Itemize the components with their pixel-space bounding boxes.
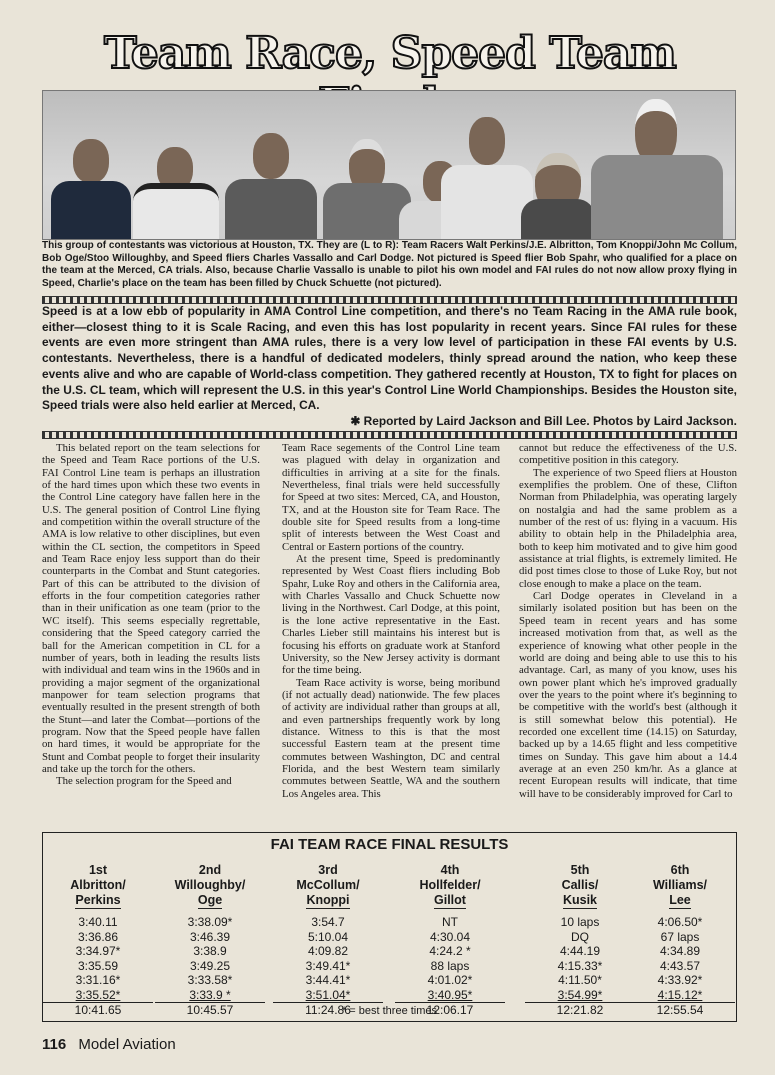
race-time: 4:24.2 *	[429, 944, 471, 958]
magazine-name: Model Aviation	[78, 1036, 176, 1053]
race-time: 3:35.52*	[75, 987, 121, 1002]
race-time: 3:49.25	[189, 958, 231, 973]
team-name: Gillot	[434, 893, 466, 907]
race-time: 3:49.41*	[305, 958, 351, 973]
group-photo	[42, 90, 736, 240]
race-time: 5:10.04	[307, 929, 349, 944]
body-column-1	[42, 442, 260, 830]
person-figure	[51, 139, 131, 239]
race-time: 3:44.41*	[305, 973, 351, 987]
race-time: 4:01.02*	[427, 973, 473, 987]
race-time: 4:11.50*	[558, 973, 602, 987]
team-name: Albritton/	[70, 878, 126, 892]
team-header	[395, 863, 505, 909]
article-headline: Team Race, Speed Team	[104, 28, 676, 79]
team-name: Lee	[669, 893, 691, 907]
ornamental-divider	[42, 431, 737, 439]
team-header	[625, 863, 735, 909]
race-time: 3:51.04*	[305, 987, 351, 1002]
race-time: 4:44.19	[559, 944, 601, 958]
total-time: 11:24.86	[273, 1002, 383, 1018]
total-time: 10:41.65	[43, 1002, 153, 1018]
race-time: NT	[442, 915, 458, 929]
race-time: 88 laps	[430, 958, 470, 973]
body-column-3	[519, 442, 737, 830]
photo-caption: This group of contestants was victorious at Houston, TX. They are (L to R): Team Racers Walt Perkins/J.E. Albritton, Tom Knoppi/John Mc Collum, Bob Oge/Stoo Willoughby, and Speed fliers Charles Vassallo and Carl Dodge. Not pictured is Speed flier Bob Spahr, who qualified for a place on the team at the Merced, CA trials. Also, because Charlie Vassallo is unable to pilot his own model and FAI rules do not now allow proxy flying in Speed, Charlie's place on the team has been filled by Chuck Schuette (not pictured).	[42, 240, 737, 289]
paragraph: The experience of two Speed fliers at Houston exemplifies the problem. One of these, Clifton Norman from Philadelphia, was operating largely on nostalgia and had the same problem as a number of the rest of us: flying in a vacuum. His ability to obtain help in the Philadelphia area, both to keep him motivated and to give him good assistance at trial flights, is extremely limited. He did post times close to those of Luke Roy, but not close enough to make a place on the team.	[519, 466, 737, 590]
team-name: Hollfelder/	[419, 878, 481, 892]
person-figure	[591, 99, 723, 239]
team-header	[525, 863, 635, 909]
race-time: 4:43.57	[659, 958, 701, 973]
team-place: 1st	[88, 863, 108, 877]
race-time: 3:33.58*	[187, 973, 233, 987]
race-time: 4:15.33*	[557, 958, 603, 973]
results-column	[273, 863, 383, 1018]
team-name: Kusik	[562, 893, 598, 907]
ornamental-divider	[42, 296, 737, 304]
race-time: 3:38.09*	[187, 915, 233, 929]
intro-text: Speed is at a low ebb of popularity in AMA Control Line competition, and there's no Team Racing in the AMA rule book, either—closest thing to it is Scale Racing, and even this has lost popularity in recent years. Since FAI rules for these events are even more stringent than AMA rules, there is a very low level of participation in these FAI events by U.S. contestants. Nevertheless, there is a handful of dedicated modelers, thinly spread around the nation, who keep these events alive and who are capable of World-class competition. They gathered recently at Houston, TX to fight for places on the U.S. CL team, which will represent the U.S. in this year's Control Line World Championships. Besides the Houston site, Speed trials were also held earlier at Merced, CA.	[42, 304, 737, 413]
total-time: 10:45.57	[155, 1002, 265, 1018]
race-time: 3:35.59	[77, 958, 119, 973]
team-header	[273, 863, 383, 909]
paragraph: At the present time, Speed is predominantly represented by West Coast fliers including Bob Spahr, Luke Roy and others in the California area, with Charles Vassallo and Chuck Schuette now living in the Northwest. Carl Dodge, at this point, is the lone active representative in the East. Charles Lieber still maintains his interest but is focusing his efforts on graduate work at Stanford University, so the New Jersey activity is dormant for the time being.	[282, 553, 500, 677]
results-table	[42, 832, 737, 1022]
results-column	[395, 863, 505, 1018]
race-time: 3:31.16*	[75, 973, 121, 987]
paragraph: The selection program for the Speed and	[56, 775, 232, 788]
paragraph: Carl Dodge operates in Cleveland in a similarly isolated position but has been on the Speed team in recent years and has some increased motivation from that, as well as the experience of knowing what other people in the world are doing and being able to use this to his advantage. Carl, as many of you know, uses his own power plant which he's improved gradually over the years to the point where it's beginning to be competitive with the world's best (although it is still somewhat below this potential). He recorded one excellent time (14.15) on Saturday, backed up by a 14.65 flight and less competitive times on Sunday. This gave him about a 14.4 average at an even 250 km/hr. As a glance at recent European results will indicate, that time will have to be considerably improved for Carl to	[519, 590, 737, 800]
person-figure	[133, 147, 219, 239]
race-time: 3:40.11	[78, 915, 118, 929]
team-name: Williams/	[652, 878, 708, 892]
page-footer	[42, 1036, 176, 1053]
team-header	[155, 863, 265, 909]
paragraph: Team Race segements of the Control Line team was plagued with delay in organization and difficulties in arriving at a site for the finals. Nevertheless, final trials were held successfully for Speed at two sites: Merced, CA, and Houston, TX, and at the Houston site for Team Race. The double site for Speed results from a long-time split of interests between the West Coast and Central or Eastern portions of the country.	[282, 442, 500, 553]
article-intro	[42, 304, 737, 430]
team-name: Knoppi	[306, 893, 350, 907]
results-footnote: * = best three times	[341, 1005, 438, 1017]
results-column	[155, 863, 265, 1018]
team-header	[43, 863, 153, 909]
race-time: 3:38.9	[193, 944, 227, 958]
page-number: 116	[42, 1036, 67, 1053]
race-time: 3:40.95*	[427, 987, 473, 1002]
race-time: 4:30.04	[429, 929, 471, 944]
team-name: Perkins	[75, 893, 121, 907]
paragraph: cannot but reduce the effectiveness of the U.S. competitive position in this category.	[519, 442, 737, 467]
total-time: 12:21.82	[525, 1002, 635, 1018]
team-name: McCollum/	[296, 878, 360, 892]
race-time: 4:34.89	[659, 944, 701, 958]
team-name: Callis/	[561, 878, 599, 892]
team-place: 4th	[440, 863, 460, 877]
race-time: 4:09.82	[307, 944, 349, 958]
race-time: 3:54.7	[311, 915, 345, 929]
team-name: Willoughby/	[174, 878, 246, 892]
race-time: 10 laps	[560, 915, 600, 929]
race-time: 3:36.86	[77, 929, 119, 944]
total-time: 12:06.17	[395, 1002, 505, 1018]
race-time: 3:34.97*	[75, 944, 121, 958]
results-column	[43, 863, 153, 1018]
race-time: DQ	[571, 929, 589, 944]
results-column	[625, 863, 735, 1018]
race-time: 67 laps	[660, 929, 700, 944]
race-time: 3:33.9 *	[189, 987, 231, 1002]
results-column	[525, 863, 635, 1018]
race-time: 4:15.12*	[657, 987, 703, 1002]
team-place: 5th	[570, 863, 590, 877]
person-figure	[323, 139, 411, 239]
race-time: 3:46.39	[189, 929, 231, 944]
paragraph: Team Race activity is worse, being moribund (if not actually dead) nationwide. The few places of activity are individual rather than groups at all, and even partnerships frequently work by long distance. Witness to this is that the most successful Eastern team at the present time commutes between Washington, DC and central Florida, and the best Western team similarly commutes between Seattle, WA and the southern Los Angeles area. This	[282, 676, 500, 800]
team-place: 6th	[670, 863, 690, 877]
team-place: 2nd	[198, 863, 222, 877]
byline: ✱ Reported by Laird Jackson and Bill Lee. Photos by Laird Jackson.	[350, 413, 737, 428]
team-name: Oge	[197, 893, 223, 907]
person-figure	[225, 133, 317, 239]
team-place: 3rd	[318, 863, 338, 877]
body-column-2	[282, 442, 500, 830]
paragraph: This belated report on the team selections for the Speed and Team Race portions of the U.S. FAI Control Line team is perhaps an illustration of the hard times upon which these two events in the Control Line category have fallen here in the U.S. The general position of Control Line flying and competition within the overall structure of the AMA is low relative to other disciplines, but even within the CL section, the competitors in Speed and Team Race enjoy less support than do their counterparts in the Combat and Stunt categories. Part of this can be attributed to the division of efforts in the four competition categories rather than in their unification as one team (prior to the WC itself). This seems especially regrettable, considering that the Speed category carried the ball for the American competition in CL for a number of years, both in leading the results lists with individual and team wins in the 1960s and in providing a major segment of the organizational manpower for team selection programs that eventually resulted in the present strength of both the Stunt—and later the Combat—portions of the program. Now that the Speed people have fallen on hard times, it would be appropriate for the Stunt and Combat people to forget their insularity and take up the torch for the others.	[42, 442, 260, 775]
race-time: 4:33.92*	[657, 973, 703, 987]
person-figure	[513, 153, 603, 239]
results-title: FAI TEAM RACE FINAL RESULTS	[270, 836, 509, 853]
race-time: 4:06.50*	[657, 915, 703, 929]
total-time: 12:55.54	[625, 1002, 735, 1018]
race-time: 3:54.99*	[557, 987, 603, 1002]
